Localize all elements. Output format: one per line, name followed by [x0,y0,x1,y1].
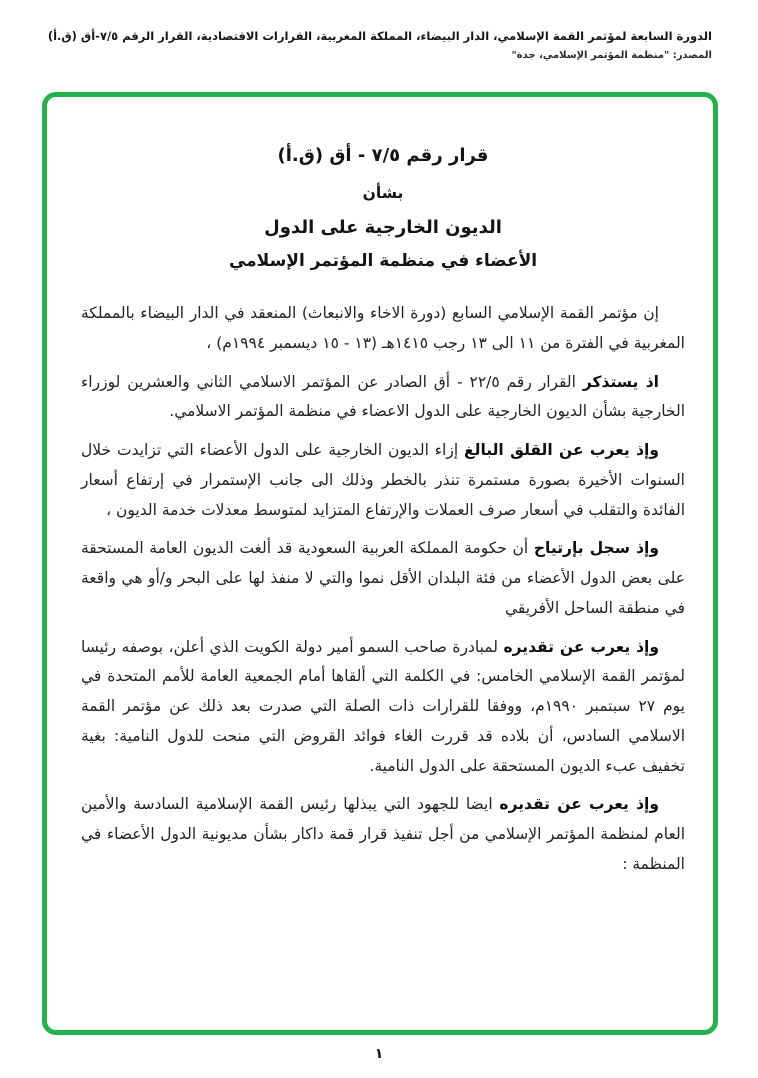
paragraph-lead: وإذ سجل بإرتياح [533,539,660,558]
title-block [81,145,685,271]
document-green-frame [42,92,718,1035]
header-citation: الدورة السابعة لمؤتمر القمة الإسلامي، الدار البيضاء، المملكة المغربية، القرارات الاقتصادية، القرار الرقم ٧/٥-أق (ق.أ) [47,29,712,43]
paragraph-recalls [81,368,685,428]
paragraph-deep-concern [81,436,685,525]
paragraph-text: ايضا للجهود التي يبذلها رئيس القمة الإسلامية السادسة والأمين العام لمنظمة المؤتمر الإسلامي من أجل تنفيذ قرار قمة داكار بشأن مديونية الدول الأعضاء في المنظمة : [81,795,685,873]
paragraph-text: القرار رقم ٢٢/٥ - أق الصادر عن المؤتمر الاسلامي الثاني والعشرين لوزراء الخارجية بشأن الديون الخارجية على الدول الاعضاء في منظمة المؤتمر الاسلامي. [81,372,685,421]
header-source: المصدر: "منظمة المؤتمر الإسلامي، جدة" [511,50,712,62]
paragraph-text: إزاء الديون الخارجية على الدول الأعضاء التي تزايدت خلال السنوات الأخيرة بصورة مستمرة تنذر بالخطر وذلك الى جانب الإستمرار في إرتفاع أسعار الفائدة والتقلب في أسعار صرف العملات والإرتفاع المتزايد لمتوسط معدلات خدمة الديون ، [81,441,685,519]
paragraph-appreciation-efforts [81,790,685,879]
title-subject-line-1: الديون الخارجية على الدول [264,217,502,238]
paragraph-lead: وإذ يعرب عن تقديره [503,637,659,656]
document-content [47,97,713,880]
page-number: ١ [374,1046,384,1062]
paragraph-text: لمبادرة صاحب السمو أمير دولة الكويت الذي أعلن، بوصفه رئيسا لمؤتمر القمة الإسلامي الخامس: في الكلمة التي ألقاها أمام الجمعية العامة للأمم المتحدة في يوم ٢٧ سبتمبر ١٩٩٠م، ووفقا للقرارات ذات الصلة التي صدرت بعد ذلك عن مؤتمر القمة الاسلامي السادس، أن بلاده قد قررت الغاء فوائد القروض التي منحت للدول النامية: بغية تخفيف عبء الديون المستحقة على الدول النامية. [81,637,685,775]
paragraph-appreciation-kuwait [81,633,685,782]
title-regarding: بشأن [362,184,404,202]
paragraph-text: إن مؤتمر القمة الإسلامي السابع (دورة الاخاء والانبعاث) المنعقد في الدار البيضاء بالمملكة المغربية في الفترة من ١١ الى ١٣ رجب ١٤١٥هـ (١٣ - ١٥ ديسمبر ١٩٩٤م) ، [81,304,685,352]
paragraph-preamble [81,299,685,359]
paragraph-text: أن حكومة المملكة العربية السعودية قد ألغت الديون العامة المستحقة على بعض الدول الأعضاء من فئة البلدان الأقل نموا والتي لا منفذ لها على البحر و/أو هي واقعة في منطقة الساحل الأفريقي [81,539,685,617]
paragraph-satisfaction-saudi [81,534,685,623]
resolution-number-title: قرار رقم ٧/٥ - أق (ق.أ) [277,145,489,166]
paragraph-lead: وإذ يعرب عن تقديره [499,795,659,814]
paragraph-lead: وإذ يعرب عن القلق البالغ [464,441,659,459]
document-header [46,28,712,61]
paragraph-lead: اذ يستذكر [582,372,659,391]
title-subject-line-2: الأعضاء في منظمة المؤتمر الإسلامي [228,251,538,271]
